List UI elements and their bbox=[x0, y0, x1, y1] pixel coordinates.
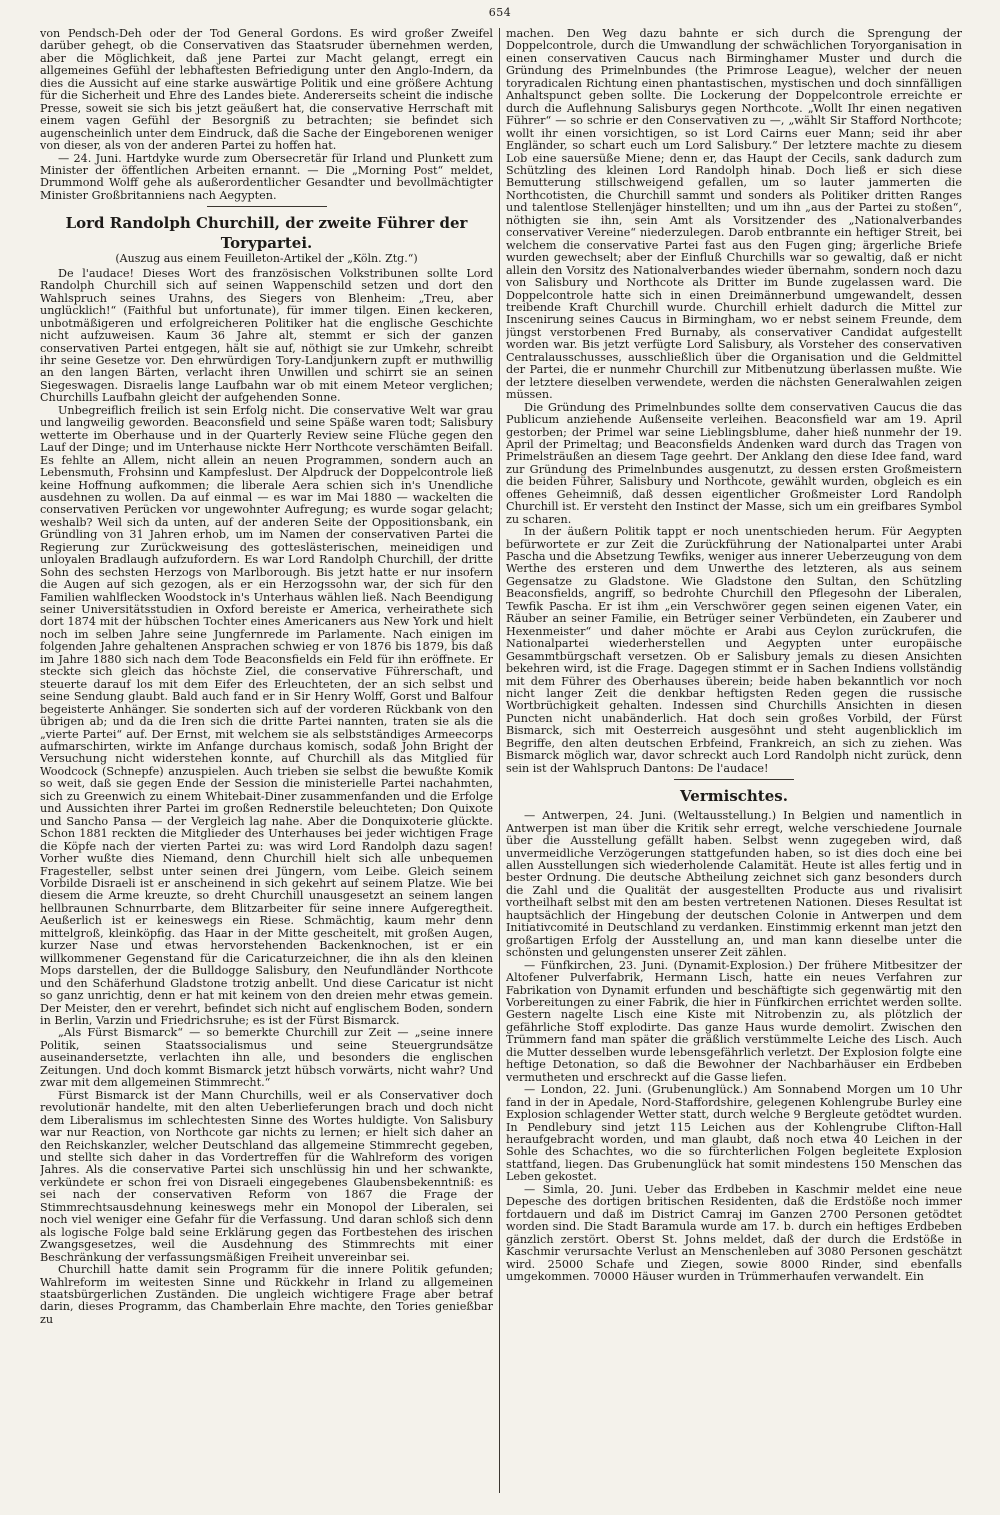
article-paragraph: Churchill hatte damit sein Programm für die innere Politik gefunden; Wahlreform im weitesten Sinne und Rückkehr in Irland zu allgemeinen staatsbürgerlichen Zuständen. Die ungleich wichtigere Frage aber betraf darin, dieses Programm, das Chamberlain Ehre machte, den Tories genießbar zu bbox=[40, 1263, 493, 1326]
section-rule bbox=[207, 206, 327, 207]
misc-paragraph: — London, 22. Juni. (Grubenunglück.) Am Sonnabend Morgen um 10 Uhr fand in der in Apedale, Nord-Staffordshire, gelegenen Kohlengrube Burley eine Explosion schlagender Wetter statt, durch welche 9 Bergleute getödtet wurden. In Pendlebury sind jetzt 115 Leichen aus der Kohlengrube Clifton-Hall heraufgebracht worden, und man glaubt, daß noch etwa 40 Leichen in der Sohle des Schachtes, wo die so fürchterlichen Folgen begleitete Explosion stattfand, liegen. Das Grubenunglück hat somit mindestens 150 Menschen das Leben gekostet. bbox=[506, 1083, 962, 1184]
misc-paragraph: — Antwerpen, 24. Juni. (Weltausstellung.) In Belgien und namentlich in Antwerpen ist man über die Kritik sehr erregt, welche verschiedene Journale über die Ausstellung gefällt haben. Selbst wenn zugegeben wird, daß unvermeidliche Verzögerungen stattgefunden haben, so ist dies doch eine bei allen Ausstellungen sich wiederholende Calamität. Heute ist alles fertig und in bester Ordnung. Die deutsche Abtheilung zeichnet sich ganz besonders durch die Zahl und die Qualität der ausgestellten Producte aus und rivalisirt vortheilhaft selbst mit den am besten vertretenen Nationen. Dieses Resultat ist hauptsächlich der Hingebung der deutschen Colonie in Antwerpen und dem Initiativcomité in Deutschland zu verdanken. Einstimmig erkennt man jetzt den großartigen Erfolg der Ausstellung an, und man kann dieselbe unter die schönsten und gelungensten unserer Zeit zählen. bbox=[506, 809, 962, 960]
left-column bbox=[40, 28, 493, 1493]
article-paragraph: In der äußern Politik tappt er noch unentschieden herum. Für Aegypten befürwortete er zur Zeit die Zurückführung der Nationalpartei unter Arabi Pascha und die Absetzung Tewfiks, weniger aus innerer Ueberzeugung von dem Werthe des ersteren und dem Unwerthe des letzteren, als aus seinem Gegensatze zu Gladstone. Wie Gladstone den Sultan, den Schützling Beaconsfields, angriff, so bedrohte Churchill den Pflegesohn der Liberalen, Tewfik Pascha. Er ist ihm „ein Verschwörer gegen seinen eigenen Vater, ein Räuber an seiner Familie, ein Betrüger seiner Verbündeten, ein Zauberer und Hexenmeister“ und daher möchte er Arabi aus Ceylon zurückrufen, die Nationalpartei wiederherstellen und Aegypten unter europäische Gesammtbürgschaft versetzen. Ob er Salisbury jemals zu diesen Ansichten bekehren wird, ist die Frage. Dagegen stimmt er in Sachen Indiens vollständig mit dem Führer des Oberhauses überein; beide haben bekanntlich vor noch nicht langer Zeit die denkbar heftigsten Reden gegen die russische Wortbrüchigkeit gehalten. Indessen sind Churchills Ansichten in diesen Puncten nicht unabänderlich. Hat doch sein großes Vorbild, der Fürst Bismarck, sich mit Oesterreich ausgesöhnt und steht augenblicklich im Begriffe, den alten deutschen Erbfeind, Frankreich, an sich zu ziehen. Was Bismarck möglich war, davor schreckt auch Lord Randolph nicht zurück, denn sein ist der Wahlspruch Dantons: De l'audace! bbox=[506, 525, 962, 775]
misc-paragraph: — Fünfkirchen, 23. Juni. (Dynamit-Explosion.) Der frühere Mitbesitzer der Altofener Pulverfabrik, Hermann Lisch, hatte ein neues Verfahren zur Fabrikation von Dynamit erfunden und beschäftigte sich gegenwärtig mit den Vorbereitungen zu einer Fabrik, die hier in Fünfkirchen errichtet werden sollte. Gestern nagelte Lisch eine Kiste mit Nitrobenzin zu, als plötzlich der gefährliche Stoff explodirte. Das ganze Haus wurde demolirt. Zwischen den Trümmern fand man später die gräßlich verstümmelte Leiche des Lisch. Auch die Mutter desselben wurde lebensgefährlich verletzt. Der Explosion folgte eine heftige Detonation, so daß die Bewohner der Nachbarhäuser ein Erdbeben vermutheten und erschreckt auf die Gasse liefen. bbox=[506, 958, 962, 1084]
column-divider bbox=[499, 28, 500, 1493]
article-title: Lord Randolph Churchill, der zweite Führer der Torypartei. bbox=[65, 214, 468, 253]
news-paragraph: — 24. Juni. Hartdyke wurde zum Obersecretär für Irland und Plunkett zum Minister der öffentlichen Arbeiten ernannt. — Die „Morning Post“ meldet, Drummond Wolff gehe als außerordentlicher Gesandter und bevollmächtigter Minister Großbritanniens nach Aegypten. bbox=[40, 151, 493, 202]
article-paragraph: „Als Fürst Bismarck“ — so bemerkte Churchill zur Zeit — „seine innere Politik, seinen Staatssocialismus und seine Steuergrundsätze auseinandersetzte, verlachten ihn alle, und besonders die englischen Zeitungen. Und doch kommt Bismarck jetzt hübsch vorwärts, nicht wahr? Und zwar mit dem allgemeinen Stimmrecht.“ bbox=[40, 1026, 493, 1090]
article-paragraph: Unbegreiflich freilich ist sein Erfolg nicht. Die conservative Welt war grau und langweilig geworden. Beaconsfield und seine Späße waren todt; Salisbury wetterte im Oberhause und in der Quarterly Review seine Flüche gegen den Lauf der Dinge; und im Unterhause nickte Herr Northcote verschämten Beifall. Es fehlte an Allem, nicht allein an neuen Programmen, sondern auch an Lebensmuth, Frohsinn und Kampfeslust. Der Alpdruck der Doppelcontrole ließ keine Hoffnung aufkommen; die liberale Aera schien sich in's Unendliche ausdehnen zu wollen. Da auf einmal — es war im Mai 1880 — wackelten die conservativen Perücken vor ungewohnter Aufregung; es wurde sogar gelacht; weshalb? Weil sich da unten, auf der anderen Seite der Oppositionsbank, ein Gründling von 31 Jahren erhob, um im Namen der conservativen Partei die Regierung zur Zurückweisung des gotteslästerischen, meineidigen und unloyalen Bradlaugh aufzufordern. Es war Lord Randolph Churchill, der dritte Sohn des sechsten Herzogs von Marlborough. Bis jetzt hatte er nur insofern die Augen auf sich gezogen, als er ein Herzogssohn war, der sich für den Familien wahlflecken Woodstock in's Unterhaus wählen ließ. Nach Beendigung seiner Universitätsstudien in Oxford bereiste er America, verheirathete sich dort 1874 mit der hübschen Tochter eines Americaners aus New York und hielt noch im selben Jahre seine Jungfernrede im Parlamente. Nach einigen im folgenden Jahre gehaltenen Ansprachen schwieg er von 1876 bis 1879, bis daß im Jahre 1880 sich nach dem Tode Beaconsfields ein Feld für ihn eröffnete. Er steckte sich gleich das höchste Ziel, die conservative Führerschaft, und steuerte darauf los mit dem Eifer des Erleuchteten, der an sich selbst und seine Sendung glaubt. Bald auch fand er in Sir Henry Wolff, Gorst und Balfour begeisterte Anhänger. Sie sonderten sich auf der vorderen Rückbank von den übrigen ab; und da die Iren sich die dritte Partei nannten, traten sie als die „vierte Partei“ auf. Der Ernst, mit welchem sie als selbstständiges Armeecorps aufmarschirten, wirkte im Anfange durchaus komisch, sodaß John Bright der Versuchung nicht widerstehen konnte, auf Churchill als das Mitglied für Woodcock (Schnepfe) anzuspielen. Auch trieben sie selbst die bewußte Komik so weit, daß sie gegen Ende der Session die ministerielle Partei nachahmten, sich zu Greenwich zu einem Whitebait-Diner zusammenfanden und die Erfolge und Aussichten ihrer Partei im großen Rednerstile beleuchteten; Don Quixote und Sancho Pansa — der Vergleich lag nahe. Aber die Donquixoterie glückte. Schon 1881 reckten die Mitglieder des Unterhauses bei jeder wichtigen Frage die Köpfe nach der vierten Partei zu: was wird Lord Randolph dazu sagen! Vorher wußte dies Niemand, denn Churchill hielt sich alle unbequemen Fragesteller, selbst unter seinen drei Jüngern, vom Leibe. Gleich seinem Vorbilde Disraeli ist er anscheinend in sich gekehrt auf seinem Platze. Wie bei diesem die Arme kreuzte, so dreht Churchill unausgesetzt an seinem langen hellbraunen Schnurrbarte, dem Blitzarbeiter für seine innere Aufgeregtheit. Aeußerlich ist er keineswegs ein Riese. Schmächtig, kaum mehr denn mittelgroß, kleinköpfig. das Haar in der Mitte gescheitelt, mit großen Augen, kurzer Nase und etwas hervorstehenden Backenknochen, ist er ein willkommener Gegenstand für die Caricaturzeichner, die ihn als den kleinen Mops darstellen, der die Bulldogge Salisbury, den Neufundländer Northcote und den Schäferhund Gladstone trotzig anbellt. Und diese Caricatur ist nicht so ganz unrichtig, denn er hat mit keinem von den dreien mehr etwas gemein. Der Meister, den er verehrt, befindet sich nicht auf englischem Boden, sondern in Berlin, Varzin und Friedrichsruhe; es ist der Fürst Bismarck. bbox=[40, 403, 493, 1027]
page-number: 654 bbox=[488, 6, 512, 19]
section-title: Vermischtes. bbox=[680, 787, 788, 806]
article-paragraph: Die Gründung des Primelnbundes sollte dem conservativen Caucus die das Publicum anziehende Außenseite verleihen. Beaconsfield war am 19. April gestorben; der Primel war seine Lieblingsblume, daher hieß nunmehr der 19. April der Primeltag; und Beaconsfields Andenken ward durch das Tragen von Primelsträußen an diesem Tage geehrt. Der Anklang den diese Idee fand, ward zur Gründung des Primelnbundes ausgenutzt, zu dessen ersten Großmeistern die beiden Führer, Salisbury und Northcote, gewählt wurden, obgleich es ein offenes Geheimniß, daß dessen eigentlicher Großmeister Lord Randolph Churchill ist. Er versteht den Instinct der Masse, sich um ein greifbares Symbol zu scharen. bbox=[506, 400, 962, 526]
right-column bbox=[506, 28, 962, 1493]
section-rule bbox=[674, 779, 794, 780]
misc-paragraph: — Simla, 20. Juni. Ueber das Erdbeben in Kaschmir meldet eine neue Depesche des dortigen britischen Residenten, daß die Erdstöße noch immer fortdauern und daß im District Camraj im Ganzen 2700 Personen getödtet worden sind. Die Stadt Baramula wurde am 17. b. durch ein heftiges Erdbeben gänzlich zerstört. Oberst St. Johns meldet, daß der durch die Erdstöße in Kaschmir verursachte Verlust an Menschenleben auf 3080 Personen geschätzt wird. 25000 Schafe und Ziegen, sowie 8000 Rinder, sind ebenfalls umgekommen. 70000 Häuser wurden in Trümmerhaufen verwandelt. Ein bbox=[506, 1182, 962, 1283]
article-paragraph: machen. Den Weg dazu bahnte er sich durch die Sprengung der Doppelcontrole, durch die Umwandlung der schwächlichen Toryorganisation in einen conservativen Caucus nach Birminghamer Muster und durch die Gründung des Primelnbundes (the Primrose League), welcher der neuen toryradicalen Richtung einen phantastischen, mystischen und doch sinnfälligen Anhaltspunct geben sollte. Die Lockerung der Doppelcontrole erreichte er durch die Auflehnung Salisburys gegen Northcote. „Wollt Ihr einen negativen Führer“ — so schrie er den Conservativen zu —, „wählt Sir Stafford Northcote; wollt ihr einen vorsichtigen, so ist Lord Cairns euer Mann; seid ihr aber Engländer, so schart euch um Lord Salisbury.“ Der letztere machte zu diesem Lob eine sauersüße Miene; denn er, das Haupt der Cecils, sank dadurch zum Schützling des kleinen Lord Randolph hinab. Doch ließ er sich diese Bemutterung stillschweigend gefallen, um so lauter jammerten die Northcotisten, die Churchill sammt und sonders als Politiker dritten Ranges und talentlose Stellenjäger hinstellten; und um ihn „aus der Partei zu stoßen“, nöthigten sie ihn, sein Amt als Vorsitzender des „Nationalverbandes conservativer Vereine“ niederzulegen. Darob entbrannte ein heftiger Streit, bei welchem die conservative Partei fast aus den Fugen ging; ärgerliche Briefe wurden gewechselt; aber der Einfluß Churchills war so gewaltig, daß er nicht allein den Vorsitz des Nationalverbandes wieder übernahm, sondern noch dazu von Salisbury und Northcote als Dritter im Bunde zugelassen ward. Die Doppelcontrole hatte sich in einen Dreimännerbund umgewandelt, dessen treibende Kraft Churchill wurde. Churchill erhielt dadurch die Mittel zur Inscenirung seines Caucus in Birmingham, wo er nebst seinem Freunde, dem jüngst verstorbenen Fred Burnaby, als conservativer Candidat aufgestellt worden war. Bis jetzt verfügte Lord Salisbury, als Vorsteher des conservativen Centralausschusses, ausschließlich über die Organisation und die Geldmittel der Partei, die er nunmehr Churchill zur Mitbenutzung überlassen mußte. Wie der letztere dieselben verwendete, werden die nächsten Generalwahlen zeigen müssen. bbox=[506, 28, 962, 402]
news-paragraph: von Pendsch-Deh oder der Tod General Gordons. Es wird großer Zweifel darüber gehegt, ob die Conservativen das Staatsruder übernehmen werden, aber die Möglichkeit, daß jene Partei zur Macht gelangt, erregt ein allgemeines Gefühl der lebhaftesten Befriedigung unter den Anglo-Indern, da dies die Aussicht auf eine starke auswärtige Politik und eine größere Achtung für die Sicherheit und Ehre des Landes biete. Andererseits scheint die indische Presse, soweit sie sich bis jetzt geäußert hat, die conservative Herrschaft mit einem vagen Gefühl der Besorgniß zu betrachten; sie befindet sich augenscheinlich unter dem Eindruck, daß die Sache der Eingeborenen weniger von dieser, als von der anderen Partei zu hoffen hat. bbox=[40, 28, 493, 153]
article-paragraph: Fürst Bismarck ist der Mann Churchills, weil er als Conservativer doch revolutionär handelte, mit den alten Ueberlieferungen brach und doch nicht dem Liberalismus im schlechtesten Sinne des Wortes huldigte. Von Salisbury war nur Reaction, von Northcote gar nichts zu lernen; er hielt sich daher an den Reichskanzler, welcher Deutschland das allgemeine Stimmrecht gegeben, und stellte sich daher in das Vordertreffen für die Wahlreform des vorigen Jahres. Als die conservative Partei sich unschlüssig hin und her schwankte, verkündete er schon frei von Disraeli eingegebenes Glaubensbekenntniß: es sei nach der conservativen Reform von 1867 die Frage der Stimmrechtsausdehnung keineswegs mehr ein Monopol der Liberalen, sei noch viel weniger eine Gefahr für die Verfassung. Und daran schloß sich denn als logische Folge bald seine Erklärung gegen das Fortbestehen des irischen Zwangsgesetzes, weil die Ausdehnung des Stimmrechts mit einer Beschränkung der verfassungsmäßigen Freiheit unvereinbar sei. bbox=[40, 1088, 493, 1264]
article-paragraph: De l'audace! Dieses Wort des französischen Volkstribunen sollte Lord Randolph Churchill sich auf seinen Wappenschild setzen und dort den Wahlspruch seines Urahns, des Siegers von Blenheim: „Treu, aber unglücklich!“ (Faithful but unfortunate), für immer tilgen. Einen keckeren, unbotmäßigeren und erfolgreicheren Politiker hat die englische Geschichte nicht aufzuweisen. Kaum 36 Jahre alt, stemmt er sich der ganzen conservativen Partei entgegen, hält sie auf, nöthigt sie zur Umkehr, schreibt ihr seine Gesetze vor. Den ehrwürdigen Tory-Landjunkern zupft er muthwillig an den langen Bärten, verlacht ihren Unwillen und schirrt sie an seinen Siegeswagen. Disraelis lange Laufbahn war ob mit einem Meteor verglichen; Churchills Laufbahn gleicht der aufgehenden Sonne. bbox=[40, 266, 493, 405]
article-subtitle: (Auszug aus einem Feuilleton-Artikel der „Köln. Ztg.“) bbox=[115, 252, 418, 266]
